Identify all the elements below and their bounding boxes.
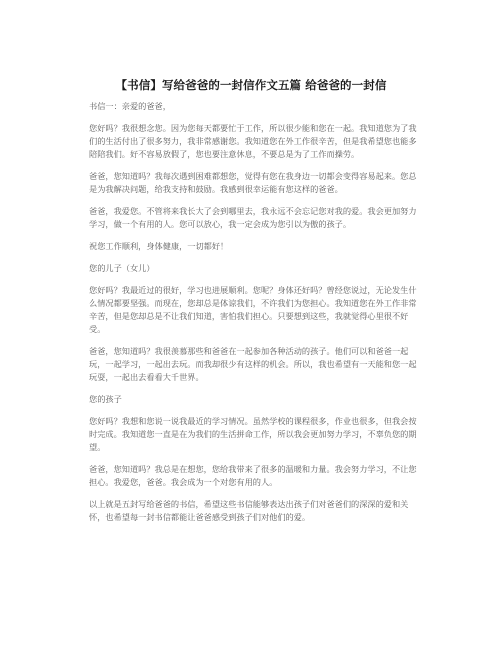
conclusion-paragraph: 以上就是五封写给爸爸的书信，希望这些书信能够表达出孩子们对爸爸们的深深的爱和关怀，也希望每一封书信都能让爸爸感受到孩子们对他们的爱。 [89, 499, 409, 522]
letter-signature: 您的儿子（女儿） [89, 263, 155, 273]
document-body [89, 100, 423, 533]
letter-closing: 祝您工作顺利，身体健康，一切都好！ [89, 241, 229, 251]
body-paragraph: 爸爸，您知道吗？我每次遇到困难都想您，觉得有您在我身边一切都会变得容易起来。您总是为我解决问题，给我支持和鼓励。我感到很幸运能有您这样的爸爸。 [89, 171, 417, 194]
body-paragraph: 爸爸，您知道吗？我总是在想您，您给我带来了很多的温暖和力量。我会努力学习，不让您担心。我爱您，爸爸。我会成为一个对您有用的人。 [89, 464, 417, 487]
letter-signature: 您的孩子 [89, 394, 122, 404]
body-paragraph: 爸爸，我爱您。不管将来我长大了会到哪里去，我永远不会忘记您对我的爱。我会更加努力学习，做一个有用的人。您可以放心，我一定会成为您引以为傲的孩子。 [89, 206, 417, 229]
document-title: 【书信】写给爸爸的一封信作文五篇 给爸爸的一封信 [115, 78, 387, 92]
letter-greeting: 书信一：亲爱的爸爸， [89, 101, 171, 111]
body-paragraph: 您好吗？我很想念您。因为您每天都要忙于工作，所以很少能和您在一起。我知道您为了我们的生活付出了很多努力，我非常感谢您。我知道您在外工作很辛苦，但是我希望您也能多陪陪我们。好不容易放假了，您也要注意休息，不要总是为了工作而操劳。 [89, 123, 417, 159]
body-paragraph: 您好吗？我想和您说一说我最近的学习情况。虽然学校的课程很多，作业也很多，但我会按时完成。我知道您一直是在为我们的生活拼命工作，所以我会更加努力学习，不辜负您的期望。 [89, 416, 417, 452]
body-paragraph: 爸爸，您知道吗？我很羡慕那些和爸爸在一起参加各种活动的孩子。他们可以和爸爸一起玩，一起学习，一起出去玩。而我却很少有这样的机会。所以，我也希望有一天能和您一起玩耍，一起出去看看大千世界。 [89, 346, 417, 382]
body-paragraph: 您好吗？我最近过的很好，学习也进展顺利。您呢？身体还好吗？曾经您说过，无论发生什么情况都要坚强。而现在，您却总是体谅我们，不许我们为您担心。我知道您在外工作非常辛苦，但是您却总是不让我们知道，害怕我们担心。只要想到这些，我就觉得心里很不好受。 [89, 285, 417, 334]
